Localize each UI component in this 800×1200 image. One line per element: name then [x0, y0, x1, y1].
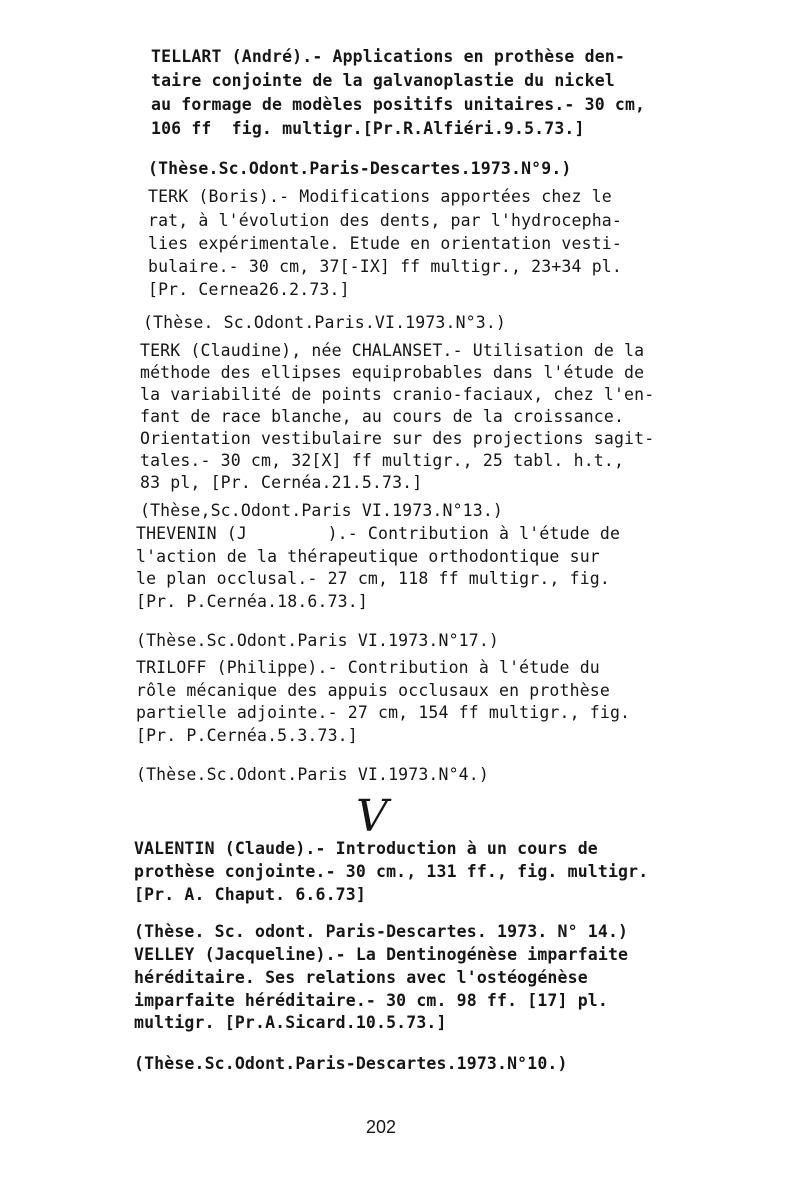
entry-line: la variabilité de points cranio-faciaux, chez l'en- [140, 385, 655, 404]
thesis-source: (Thèse. Sc.Odont.Paris.VI.1973.N°3.) [143, 313, 507, 332]
entry-line: héréditaire. Ses relations avec l'ostéogénèse [134, 968, 588, 987]
entry-line: lies expérimentale. Etude en orientation vesti- [148, 234, 622, 253]
entry-line: au formage de modèles positifs unitaires.- 30 cm, [151, 95, 646, 114]
page-number: 202 [366, 1117, 397, 1137]
entry-line: fant de race blanche, au cours de la croissance. [140, 407, 625, 426]
entry-line: TELLART (André).- Applications en prothèse den- [151, 47, 625, 66]
entry-line: TERK (Claudine), née CHALANSET.- Utilisation de la [140, 341, 645, 360]
entry-line: [Pr. Cernea26.2.73.] [148, 280, 350, 299]
entry-line: VELLEY (Jacqueline).- La Dentinogénèse imparfaite [134, 945, 629, 964]
thesis-source: (Thèse.Sc.Odont.Paris-Descartes.1973.N°10.) [134, 1054, 568, 1073]
entry-line: THEVENIN (J ).- Contribution à l'étude de [136, 524, 621, 543]
entry-line: [Pr. P.Cernéa.5.3.73.] [136, 726, 358, 745]
entry-line: partielle adjointe.- 27 cm, 154 ff multigr., fig. [136, 703, 631, 722]
thesis-source: (Thèse.Sc.Odont.Paris VI.1973.N°17.) [136, 631, 500, 650]
entry-line: [Pr. P.Cernéa.18.6.73.] [136, 592, 368, 611]
entry-line: TRILOFF (Philippe).- Contribution à l'étude du [136, 658, 600, 677]
thesis-source: (Thèse.Sc.Odont.Paris VI.1973.N°4.) [136, 765, 489, 784]
entry-line: multigr. [Pr.A.Sicard.10.5.73.] [134, 1013, 447, 1032]
section-letter: V [356, 791, 388, 842]
thesis-source: (Thèse,Sc.Odont.Paris VI.1973.N°13.) [140, 501, 504, 520]
entry-line: rôle mécanique des appuis occlusaux en prothèse [136, 681, 610, 700]
entry-line: imparfaite héréditaire.- 30 cm. 98 ff. [17] pl. [134, 991, 608, 1010]
entry-line: 106 ff fig. multigr.[Pr.R.Alfiéri.9.5.73.] [151, 119, 585, 138]
entry-line: TERK (Boris).- Modifications apportées chez le [148, 187, 612, 206]
entry-line: [Pr. A. Chaput. 6.6.73] [134, 885, 366, 904]
entry-line: bulaire.- 30 cm, 37[-IX] ff multigr., 23+34 pl. [148, 257, 622, 276]
entry-line: tales.- 30 cm, 32[X] ff multigr., 25 tabl. h.t., [140, 451, 625, 470]
entry-line: le plan occlusal.- 27 cm, 118 ff multigr., fig. [136, 569, 610, 588]
entry-line: Orientation vestibulaire sur des projections sagit- [140, 429, 655, 448]
entry-line: l'action de la thérapeutique orthodontique sur [136, 547, 600, 566]
entry-line: VALENTIN (Claude).- Introduction à un cours de [134, 839, 598, 858]
thesis-source: (Thèse.Sc.Odont.Paris-Descartes.1973.N°9.) [148, 159, 572, 178]
entry-line: 83 pl, [Pr. Cernéa.21.5.73.] [140, 473, 423, 492]
thesis-source: (Thèse. Sc. odont. Paris-Descartes. 1973. N° 14.) [134, 922, 629, 941]
entry-line: rat, à l'évolution des dents, par l'hydrocepha- [148, 211, 622, 230]
entry-line: prothèse conjointe.- 30 cm., 131 ff., fig. multigr. [134, 862, 649, 881]
entry-line: taire conjointe de la galvanoplastie du nickel [151, 71, 615, 90]
entry-line: méthode des ellipses equiprobables dans l'étude de [140, 363, 645, 382]
